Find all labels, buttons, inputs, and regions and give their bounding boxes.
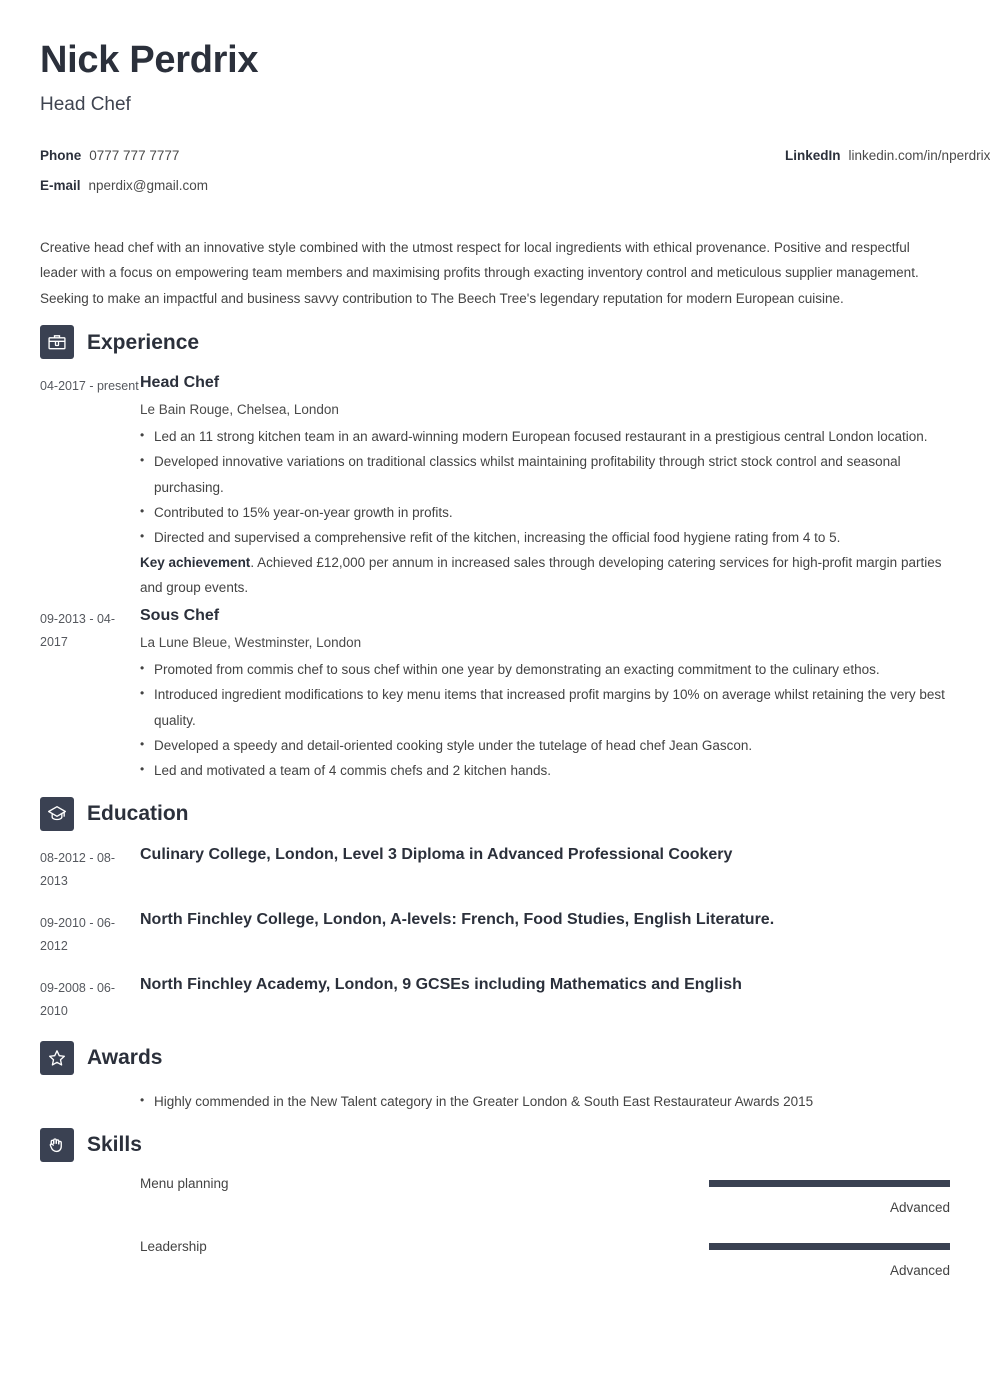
skill-name: Menu planning [140, 1175, 229, 1191]
list-item: • Contributed to 15% year-on-year growth in profits. [140, 500, 950, 525]
list-item: • Directed and supervised a comprehensive refit of the kitchen, increasing the official food hygiene rating from 4 to 5. [140, 525, 950, 550]
experience-employer: La Lune Bleue, Westminster, London [140, 635, 362, 651]
section-title-awards: Awards [87, 1046, 163, 1070]
education-entry [40, 910, 950, 958]
contact-details [40, 146, 990, 207]
contact-email [40, 176, 495, 196]
education-body [140, 910, 950, 958]
section-title-education: Education [87, 802, 189, 826]
key-achievement-text: . Achieved £12,000 per annum in increased sales through developing catering services for high-profit margin parties and group events. [140, 554, 942, 595]
skill-level-label: Advanced [889, 1199, 950, 1215]
section-title-experience: Experience [87, 330, 200, 354]
list-item: • Highly commended in the New Talent category in the Greater London & South East Restaurateur Awards 2015 [140, 1089, 950, 1114]
experience-bullet-list [140, 657, 950, 783]
section-education [40, 797, 950, 1024]
star-icon [40, 1041, 74, 1075]
skills-list [40, 1176, 950, 1278]
education-dates: 09-2010 - 06-2012 [40, 916, 116, 954]
experience-body [140, 606, 950, 783]
experience-dates: 09-2013 - 04-2017 [40, 612, 116, 650]
section-header-skills [40, 1128, 950, 1162]
resume-header [40, 39, 990, 207]
list-item: • Introduced ingredient modifications to key menu items that increased profit margins by 10% on average whilst retaining the very best quality. [140, 682, 950, 732]
awards-list [140, 1089, 950, 1114]
professional-summary: Creative head chef with an innovative style combined with the utmost respect for local ingredients with ethical provenance. Positive and respectful leader with a focus on empowering team members and maximising profits through exacting inventory control and meticulous supplier management. Seeking to make an impactful and business savvy contribution to The Beech Tree's legendary reputation for modern European cuisine. [40, 239, 919, 306]
awards-dates-spacer [40, 1089, 140, 1114]
education-entry [40, 845, 950, 893]
education-qualification: North Finchley College, London, A-levels: French, Food Studies, English Literature. [140, 911, 775, 929]
section-skills [40, 1128, 950, 1278]
skill-level-label: Advanced [889, 1262, 950, 1278]
contact-linkedin-value[interactable]: linkedin.com/in/nperdrix [848, 147, 990, 163]
skill-row [40, 1176, 950, 1215]
education-entry [40, 975, 950, 1023]
skill-level-bar-fill [709, 1243, 950, 1250]
experience-employer: Le Bain Rouge, Chelsea, London [140, 402, 339, 418]
awards-body [140, 1089, 950, 1114]
candidate-name: Nick Perdrix [40, 39, 259, 81]
contact-linkedin [495, 146, 990, 166]
candidate-job-title: Head Chef [40, 93, 131, 115]
contact-email-value[interactable]: nperdix@gmail.com [88, 178, 209, 194]
contact-phone-label: Phone [40, 147, 82, 163]
experience-body [140, 373, 950, 600]
contact-phone-value: 0777 777 7777 [89, 147, 180, 163]
education-qualification: Culinary College, London, Level 3 Diploma in Advanced Professional Cookery [140, 845, 733, 863]
experience-job-title: Head Chef [140, 374, 220, 392]
experience-entry [40, 373, 950, 600]
key-achievement-label: Key achievement [140, 554, 251, 570]
list-item: • Promoted from commis chef to sous chef within one year by demonstrating an exacting commitment to the culinary ethos. [140, 657, 950, 682]
list-item: • Led and motivated a team of 4 commis chefs and 2 kitchen hands. [140, 758, 950, 783]
section-header-experience [40, 325, 950, 359]
briefcase-icon [40, 325, 74, 359]
experience-dates: 04-2017 - present [40, 379, 139, 394]
section-header-awards [40, 1041, 950, 1075]
skill-level-bar [709, 1180, 950, 1187]
section-awards [40, 1041, 950, 1114]
list-item: • Led an 11 strong kitchen team in an award-winning modern European focused restaurant in a prestigious central London location. [140, 424, 950, 449]
hand-icon [40, 1128, 74, 1162]
education-dates: 08-2012 - 08-2013 [40, 850, 116, 888]
graduation-cap-icon [40, 797, 74, 831]
education-dates: 09-2008 - 06-2010 [40, 981, 116, 1019]
skill-name: Leadership [140, 1238, 207, 1254]
list-item: • Developed a speedy and detail-oriented cooking style under the tutelage of head chef Jean Gascon. [140, 733, 950, 758]
awards-entry [40, 1089, 950, 1114]
education-body [140, 975, 950, 1023]
contact-linkedin-label: LinkedIn [785, 147, 841, 163]
skill-header [40, 1239, 950, 1254]
education-body [140, 845, 950, 893]
skill-row [40, 1239, 950, 1278]
experience-bullet-list [140, 424, 950, 550]
skill-header [40, 1176, 950, 1191]
contact-email-label: E-mail [40, 178, 81, 194]
section-title-skills: Skills [87, 1133, 142, 1157]
education-qualification: North Finchley Academy, London, 9 GCSEs including Mathematics and English [140, 976, 742, 994]
experience-entry [40, 606, 950, 783]
contact-phone [40, 146, 495, 166]
key-achievement [140, 550, 950, 600]
skill-level-bar [709, 1243, 950, 1250]
skill-level-bar-fill [709, 1180, 950, 1187]
list-item: • Developed innovative variations on traditional classics whilst maintaining profitability through strict stock control and seasonal purchasing. [140, 449, 950, 499]
section-experience [40, 325, 950, 783]
section-header-education [40, 797, 950, 831]
experience-job-title: Sous Chef [140, 607, 220, 625]
